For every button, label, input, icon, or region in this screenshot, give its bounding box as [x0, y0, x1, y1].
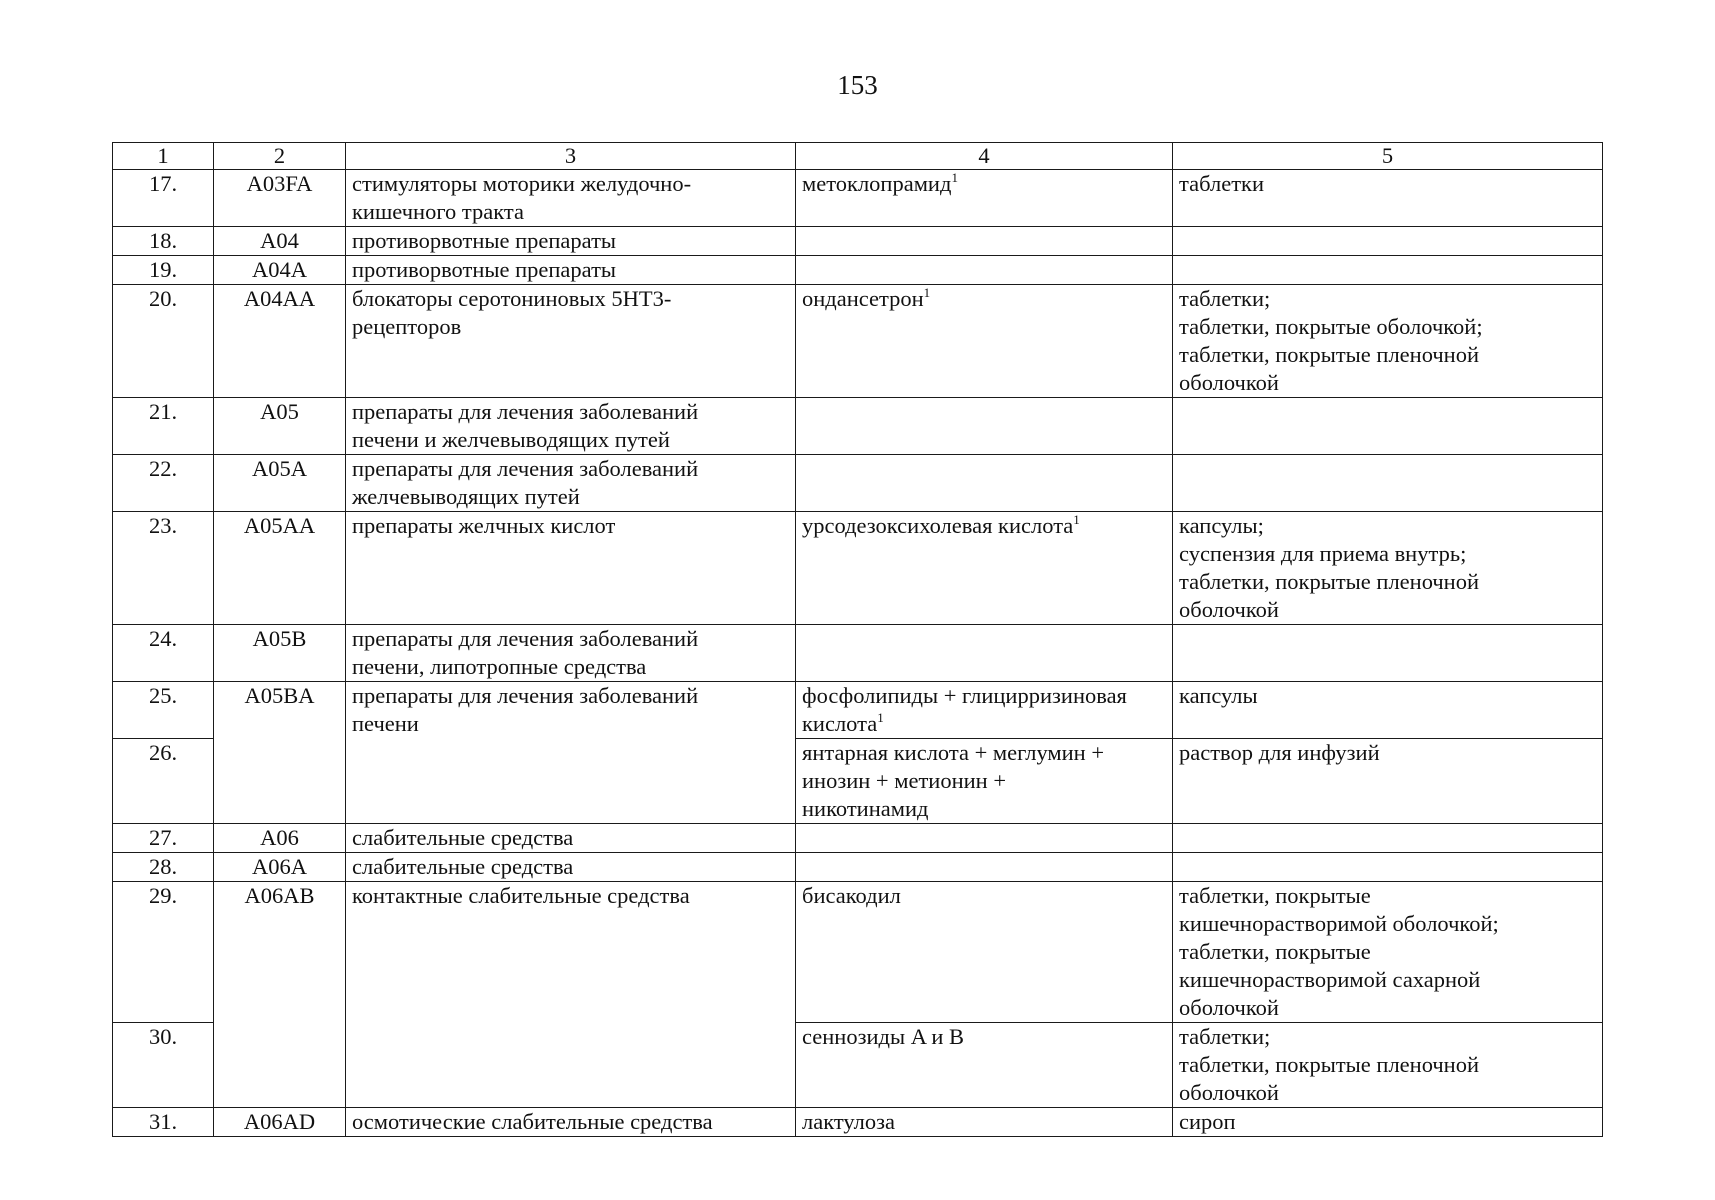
row-number: 29. [113, 882, 214, 1023]
table-row [113, 455, 1603, 512]
drug-name: бисакодил [796, 882, 1173, 1023]
drug-name: сеннозиды A и B [796, 1023, 1173, 1108]
group-name: противорвотные препараты [346, 256, 796, 285]
dosage-forms: таблетки [1173, 170, 1603, 227]
row-number: 20. [113, 285, 214, 398]
atc-code: A03FA [214, 170, 346, 227]
table-header-row [113, 143, 1603, 170]
group-name: препараты для лечения заболеваний желчевыводящих путей [346, 455, 796, 512]
table-row [113, 824, 1603, 853]
group-name: слабительные средства [346, 824, 796, 853]
row-number: 24. [113, 625, 214, 682]
table-row [113, 1108, 1603, 1137]
dosage-forms [1173, 256, 1603, 285]
drug-name [796, 227, 1173, 256]
dosage-forms [1173, 398, 1603, 455]
atc-code: A06AB [214, 882, 346, 1108]
atc-code: A05A [214, 455, 346, 512]
drug-name [796, 824, 1173, 853]
footnote-marker: 1 [877, 710, 884, 725]
table-row [113, 285, 1603, 398]
row-number: 28. [113, 853, 214, 882]
group-name: препараты желчных кислот [346, 512, 796, 625]
drug-name: ондансетрон$^1$ [796, 285, 1173, 398]
drug-name [796, 398, 1173, 455]
atc-code: A04AA [214, 285, 346, 398]
group-name: осмотические слабительные средства [346, 1108, 796, 1137]
atc-code: A06A [214, 853, 346, 882]
dosage-forms [1173, 625, 1603, 682]
footnote-marker: 1 [951, 170, 958, 185]
atc-code: A06 [214, 824, 346, 853]
atc-code: A04A [214, 256, 346, 285]
page-number: 153 [837, 70, 878, 100]
group-name: препараты для лечения заболеваний печени и желчевыводящих путей [346, 398, 796, 455]
dosage-forms: таблетки, покрытые кишечнорастворимой оболочкой; таблетки, покрытые кишечнорастворимой сахарной оболочкой [1173, 882, 1603, 1023]
row-number: 18. [113, 227, 214, 256]
drug-name [796, 853, 1173, 882]
dosage-forms: таблетки; таблетки, покрытые пленочной оболочкой [1173, 1023, 1603, 1108]
drug-name: урсодезоксихолевая кислота$^1$ [796, 512, 1173, 625]
atc-code: A04 [214, 227, 346, 256]
atc-code: A05BA [214, 682, 346, 824]
dosage-forms: сироп [1173, 1108, 1603, 1137]
drug-name: метоклопрамид$^1$ [796, 170, 1173, 227]
row-number: 25. [113, 682, 214, 739]
column-header: 4 [796, 143, 1173, 170]
row-number: 21. [113, 398, 214, 455]
dosage-forms: капсулы [1173, 682, 1603, 739]
atc-code: A05AA [214, 512, 346, 625]
table-row [113, 398, 1603, 455]
drug-name: лактулоза [796, 1108, 1173, 1137]
dosage-forms [1173, 455, 1603, 512]
table-row [113, 682, 1603, 739]
column-header: 5 [1173, 143, 1603, 170]
group-name: препараты для лечения заболеваний печени [346, 682, 796, 824]
column-header: 2 [214, 143, 346, 170]
table-row [113, 512, 1603, 625]
group-name: слабительные средства [346, 853, 796, 882]
row-number: 31. [113, 1108, 214, 1137]
row-number: 17. [113, 170, 214, 227]
dosage-forms: раствор для инфузий [1173, 739, 1603, 824]
table-row [113, 882, 1603, 1023]
group-name: препараты для лечения заболеваний печени, липотропные средства [346, 625, 796, 682]
row-number: 27. [113, 824, 214, 853]
drug-name: фосфолипиды + глицирризиновая кислота$^1$ [796, 682, 1173, 739]
table-row [113, 625, 1603, 682]
row-number: 19. [113, 256, 214, 285]
dosage-forms: таблетки; таблетки, покрытые оболочкой; таблетки, покрытые пленочной оболочкой [1173, 285, 1603, 398]
drug-name [796, 625, 1173, 682]
dosage-forms [1173, 853, 1603, 882]
row-number: 22. [113, 455, 214, 512]
atc-code: A05 [214, 398, 346, 455]
drug-registry-table [112, 142, 1603, 1137]
drug-name [796, 256, 1173, 285]
dosage-forms [1173, 824, 1603, 853]
row-number: 26. [113, 739, 214, 824]
group-name: контактные слабительные средства [346, 882, 796, 1108]
row-number: 23. [113, 512, 214, 625]
table-row [113, 256, 1603, 285]
dosage-forms: капсулы; суспензия для приема внутрь; таблетки, покрытые пленочной оболочкой [1173, 512, 1603, 625]
column-header: 3 [346, 143, 796, 170]
row-number: 30. [113, 1023, 214, 1108]
drug-name [796, 455, 1173, 512]
footnote-marker: 1 [923, 285, 931, 300]
group-name: противорвотные препараты [346, 227, 796, 256]
table-row [113, 227, 1603, 256]
column-header: 1 [113, 143, 214, 170]
drug-name: янтарная кислота + меглумин + инозин + метионин + никотинамид [796, 739, 1173, 824]
table-row [113, 170, 1603, 227]
group-name: блокаторы серотониновых 5HT3- рецепторов [346, 285, 796, 398]
group-name: стимуляторы моторики желудочно- кишечного тракта [346, 170, 796, 227]
dosage-forms [1173, 227, 1603, 256]
atc-code: A05B [214, 625, 346, 682]
atc-code: A06AD [214, 1108, 346, 1137]
table-row [113, 853, 1603, 882]
footnote-marker: 1 [1073, 512, 1080, 527]
